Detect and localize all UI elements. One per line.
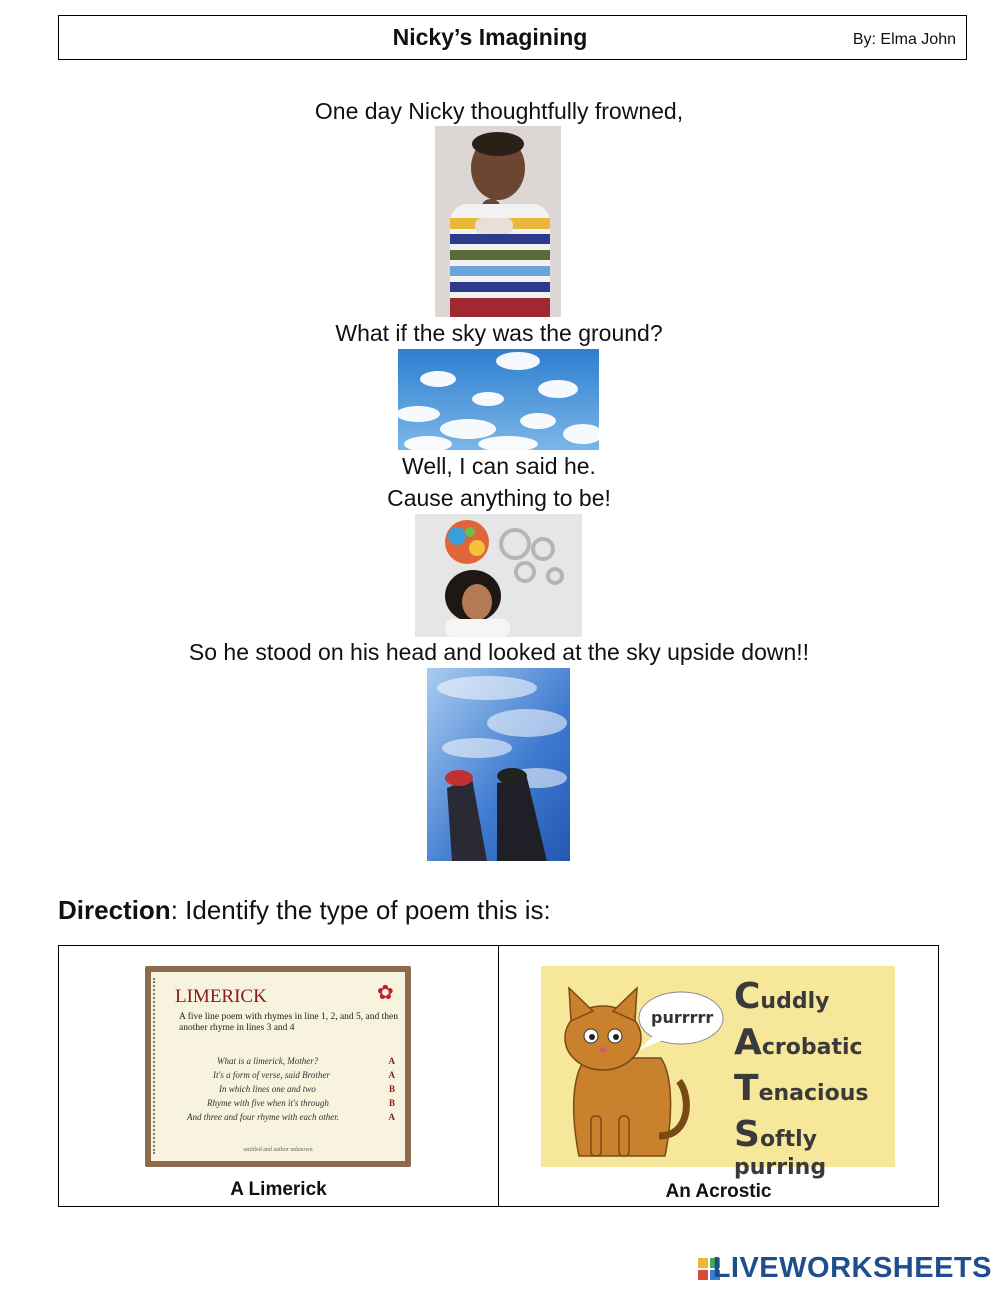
choice-label-acrostic[interactable]: An Acrostic bbox=[665, 1181, 772, 1202]
acrostic-words bbox=[734, 976, 895, 1180]
thinking-boy-image bbox=[435, 126, 561, 317]
limerick-card[interactable] bbox=[145, 966, 411, 1167]
liveworksheets-brand[interactable]: LIVEWORKSHEETS bbox=[712, 1252, 992, 1284]
acrostic-initial: S bbox=[734, 1114, 760, 1155]
acrostic-word bbox=[734, 976, 895, 1022]
limerick-definition: A five line poem with rhymes in line 1, 2, and 5, and then another rhyme in lines 3 and 4 bbox=[179, 1012, 398, 1033]
cloudy-sky-image bbox=[398, 349, 599, 450]
acrostic-word bbox=[734, 1022, 895, 1068]
verse-text: Rhyme with five when it's through bbox=[207, 1098, 329, 1108]
direction-label: Direction bbox=[58, 895, 171, 925]
acrostic-word bbox=[734, 1114, 895, 1180]
poem-line-2: What if the sky was the ground? bbox=[335, 320, 663, 346]
notebook-spiral bbox=[153, 978, 163, 1154]
choices-divider bbox=[498, 945, 499, 1207]
acrostic-rest: uddly bbox=[760, 989, 830, 1014]
poem-line-1: One day Nicky thoughtfully frowned, bbox=[314, 98, 684, 124]
rhyme-letter: A bbox=[388, 1070, 395, 1080]
rhyme-letter: A bbox=[388, 1112, 395, 1122]
acrostic-card[interactable] bbox=[541, 966, 895, 1180]
rhyme-letter: B bbox=[388, 1098, 395, 1108]
verse-text: What is a limerick, Mother? bbox=[217, 1056, 319, 1066]
verse-text: It's a form of verse, said Brother bbox=[213, 1070, 330, 1080]
limerick-verse bbox=[181, 1070, 395, 1084]
poem-line-4: Cause anything to be! bbox=[387, 485, 611, 511]
acrostic-rest: crobatic bbox=[761, 1035, 863, 1060]
page-title: Nicky’s Imagining bbox=[392, 24, 588, 50]
author-byline: By: Elma John bbox=[852, 31, 956, 48]
limerick-verses bbox=[181, 1056, 395, 1126]
acrostic-initial: C bbox=[734, 976, 761, 1017]
acrostic-rest: enacious bbox=[758, 1081, 869, 1106]
choice-label-limerick[interactable]: A Limerick bbox=[230, 1179, 327, 1200]
limerick-verse bbox=[181, 1084, 395, 1098]
poem-line-5: So he stood on his head and looked at the sky upside down!! bbox=[188, 639, 810, 665]
verse-text: In which lines one and two bbox=[219, 1084, 316, 1094]
poem-line-3: Well, I can said he. bbox=[402, 453, 596, 479]
upside-down-sky-image bbox=[427, 668, 570, 861]
direction-instruction: : Identify the type of poem this is: bbox=[170, 895, 551, 925]
limerick-card-title: LIMERICK bbox=[175, 986, 267, 1007]
limerick-verse bbox=[181, 1098, 395, 1112]
limerick-footer: untitled and author unknown bbox=[243, 1147, 313, 1153]
verse-text: And three and four rhyme with each other. bbox=[187, 1112, 339, 1122]
limerick-verse bbox=[181, 1056, 395, 1070]
direction-text bbox=[58, 895, 551, 926]
speech-bubble-text: purrrrr bbox=[651, 1008, 714, 1027]
limerick-verse bbox=[181, 1112, 395, 1126]
rose-icon: ✿ bbox=[377, 982, 394, 1004]
acrostic-initial: A bbox=[734, 1022, 762, 1063]
rhyme-letter: A bbox=[388, 1056, 395, 1066]
imagining-girl-image bbox=[415, 514, 582, 637]
acrostic-rest: oftly purring bbox=[734, 1127, 827, 1180]
acrostic-initial: T bbox=[734, 1068, 759, 1109]
acrostic-word bbox=[734, 1068, 895, 1114]
rhyme-letter: B bbox=[388, 1084, 395, 1094]
